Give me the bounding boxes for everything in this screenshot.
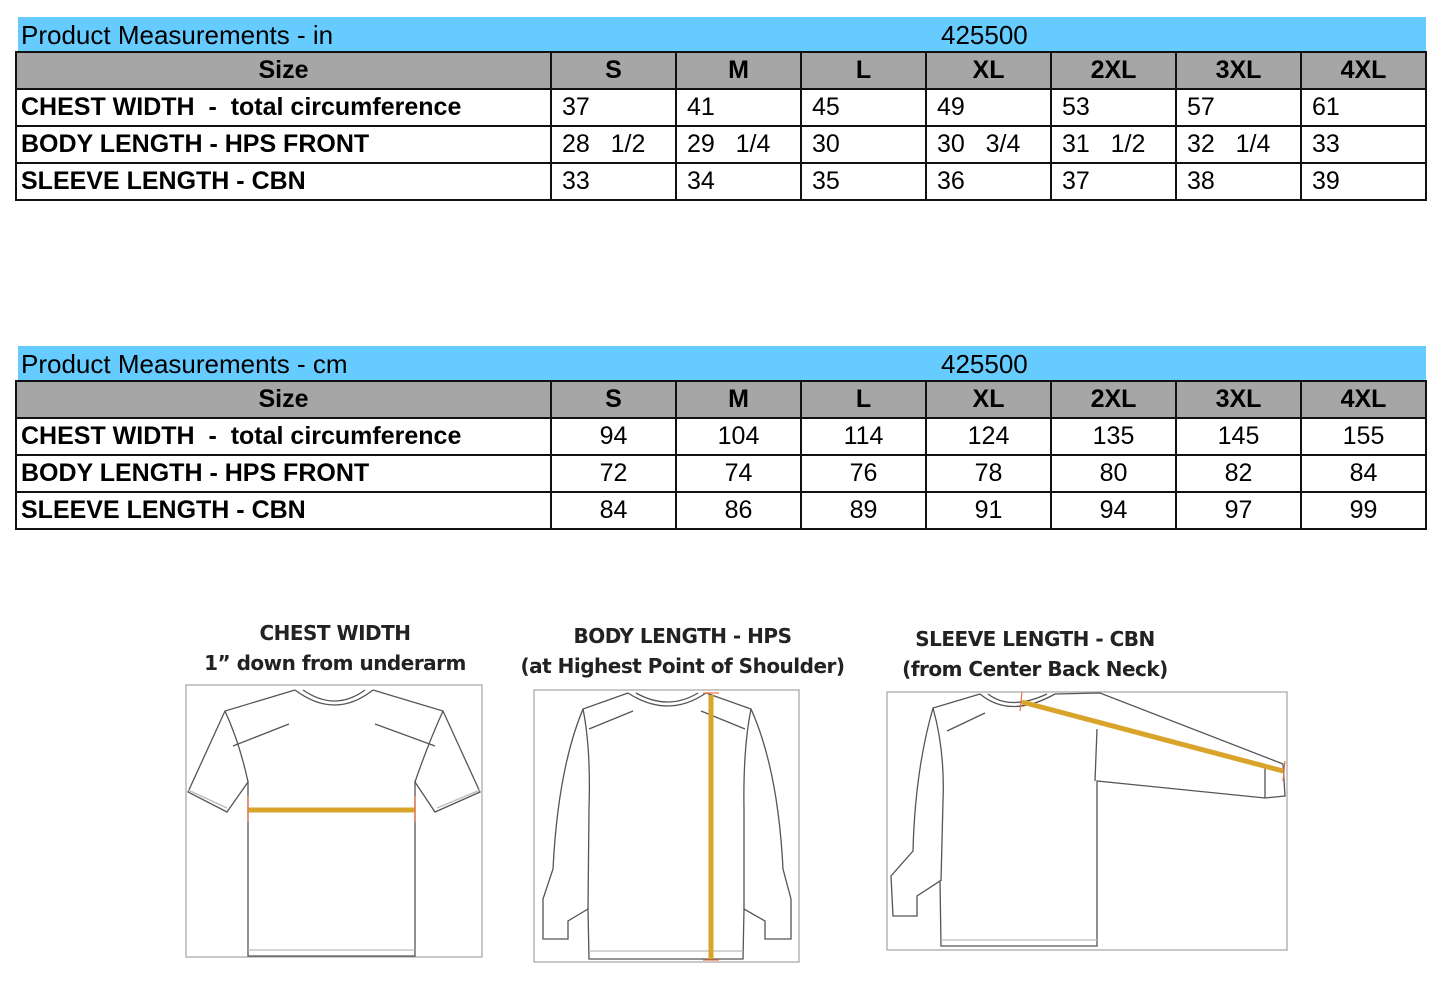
value-cell: 155	[1301, 418, 1426, 455]
header-cell-m: M	[676, 381, 801, 418]
value-cell: 41	[676, 89, 801, 126]
style-number: 425500	[941, 349, 1028, 379]
caption-line-2: 1” down from underarm	[204, 651, 466, 675]
row-label: CHEST WIDTH - total circumference	[16, 89, 551, 126]
value-cell: 33	[551, 163, 676, 200]
value-cell: 28 1/2	[551, 126, 676, 163]
value-cell: 145	[1176, 418, 1301, 455]
value-cell: 38	[1176, 163, 1301, 200]
header-cell-s: S	[551, 381, 676, 418]
row-label: BODY LENGTH - HPS FRONT	[16, 455, 551, 492]
table-row-body-length	[16, 126, 1426, 163]
measurements-table-inches	[15, 17, 1426, 201]
value-cell: 37	[1051, 163, 1176, 200]
header-cell-2xl: 2XL	[1051, 52, 1176, 89]
value-cell: 53	[1051, 89, 1176, 126]
value-cell: 45	[801, 89, 926, 126]
value-cell: 76	[801, 455, 926, 492]
header-cell-2xl: 2XL	[1051, 381, 1176, 418]
long-sleeve-shirt-sleeve-length-measure-icon	[885, 691, 1290, 953]
value-cell: 114	[801, 418, 926, 455]
value-cell: 37	[551, 89, 676, 126]
row-label: SLEEVE LENGTH - CBN	[16, 492, 551, 529]
header-cell-m: M	[676, 52, 801, 89]
table-title: Product Measurements - in	[21, 20, 334, 50]
value-cell: 99	[1301, 492, 1426, 529]
value-cell: 72	[551, 455, 676, 492]
value-cell: 91	[926, 492, 1051, 529]
value-cell: 34	[676, 163, 801, 200]
table-row-sleeve-length	[16, 492, 1426, 529]
table-row-chest-width	[16, 418, 1426, 455]
header-cell-4xl: 4XL	[1301, 52, 1426, 89]
value-cell: 33	[1301, 126, 1426, 163]
value-cell: 36	[926, 163, 1051, 200]
table-title-bar	[18, 17, 1426, 51]
table-row-sleeve-length	[16, 163, 1426, 200]
diagram-caption	[885, 624, 1185, 684]
size-chart-inches	[15, 51, 1427, 201]
value-cell: 80	[1051, 455, 1176, 492]
caption-line-2: (at Highest Point of Shoulder)	[520, 654, 845, 678]
caption-line-1: BODY LENGTH - HPS	[573, 624, 792, 648]
header-row	[16, 381, 1426, 418]
value-cell: 30	[801, 126, 926, 163]
header-row	[16, 52, 1426, 89]
caption-line-2: (from Center Back Neck)	[902, 657, 1168, 681]
value-cell: 135	[1051, 418, 1176, 455]
header-cell-l: L	[801, 381, 926, 418]
value-cell: 29 1/4	[676, 126, 801, 163]
value-cell: 35	[801, 163, 926, 200]
header-cell-xl: XL	[926, 381, 1051, 418]
value-cell: 31 1/2	[1051, 126, 1176, 163]
header-cell-size: Size	[16, 52, 551, 89]
value-cell: 61	[1301, 89, 1426, 126]
value-cell: 32 1/4	[1176, 126, 1301, 163]
diagram-caption	[515, 621, 850, 681]
long-sleeve-shirt-body-length-measure-icon	[533, 689, 801, 965]
diagram-caption	[185, 618, 485, 678]
value-cell: 104	[676, 418, 801, 455]
diagram-sleeve-length	[885, 624, 1290, 954]
value-cell: 94	[1051, 492, 1176, 529]
diagram-body-length	[515, 621, 850, 966]
short-sleeve-tshirt-chest-measure-icon	[185, 684, 485, 959]
value-cell: 78	[926, 455, 1051, 492]
value-cell: 84	[551, 492, 676, 529]
value-cell: 84	[1301, 455, 1426, 492]
size-chart-cm	[15, 380, 1427, 530]
header-cell-xl: XL	[926, 52, 1051, 89]
header-cell-3xl: 3XL	[1176, 52, 1301, 89]
header-cell-4xl: 4XL	[1301, 381, 1426, 418]
table-title-bar	[18, 346, 1426, 380]
caption-line-1: CHEST WIDTH	[259, 621, 411, 645]
header-cell-l: L	[801, 52, 926, 89]
value-cell: 97	[1176, 492, 1301, 529]
header-cell-3xl: 3XL	[1176, 381, 1301, 418]
header-cell-s: S	[551, 52, 676, 89]
diagram-chest-width	[185, 618, 485, 958]
value-cell: 86	[676, 492, 801, 529]
value-cell: 124	[926, 418, 1051, 455]
row-label: CHEST WIDTH - total circumference	[16, 418, 551, 455]
row-label: BODY LENGTH - HPS FRONT	[16, 126, 551, 163]
value-cell: 74	[676, 455, 801, 492]
value-cell: 82	[1176, 455, 1301, 492]
table-row-chest-width	[16, 89, 1426, 126]
table-row-body-length	[16, 455, 1426, 492]
table-title: Product Measurements - cm	[21, 349, 348, 379]
value-cell: 30 3/4	[926, 126, 1051, 163]
measurements-table-cm	[15, 346, 1426, 530]
value-cell: 89	[801, 492, 926, 529]
caption-line-1: SLEEVE LENGTH - CBN	[915, 627, 1155, 651]
value-cell: 39	[1301, 163, 1426, 200]
value-cell: 94	[551, 418, 676, 455]
value-cell: 49	[926, 89, 1051, 126]
row-label: SLEEVE LENGTH - CBN	[16, 163, 551, 200]
style-number: 425500	[941, 20, 1028, 50]
header-cell-size: Size	[16, 381, 551, 418]
value-cell: 57	[1176, 89, 1301, 126]
